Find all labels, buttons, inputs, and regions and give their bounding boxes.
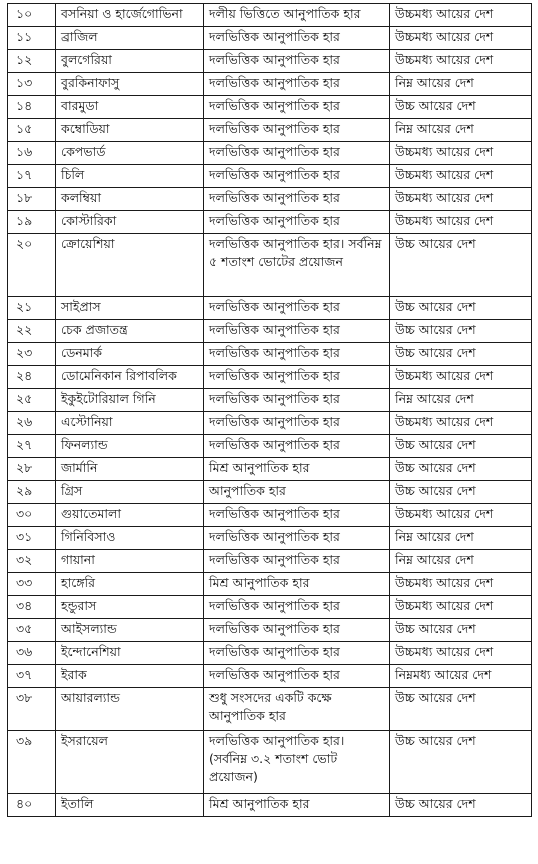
row-number: ২৯	[8, 481, 56, 504]
table-row	[8, 527, 532, 550]
income-group: নিম্ন আয়ের দেশ	[390, 550, 532, 573]
electoral-system: দলভিত্তিক আনুপাতিক হার	[204, 366, 390, 389]
electoral-system: দলভিত্তিক আনুপাতিক হার	[204, 596, 390, 619]
country-electoral-table	[7, 3, 532, 817]
electoral-system: দলভিত্তিক আনুপাতিক হার	[204, 297, 390, 320]
electoral-system: দলভিত্তিক আনুপাতিক হার	[204, 211, 390, 234]
table-row	[8, 297, 532, 320]
table-row	[8, 320, 532, 343]
table-row	[8, 73, 532, 96]
electoral-system: দলভিত্তিক আনুপাতিক হার	[204, 119, 390, 142]
electoral-system: দলভিত্তিক আনুপাতিক হার	[204, 343, 390, 366]
country-name: কলম্বিয়া	[56, 188, 204, 211]
table-row	[8, 435, 532, 458]
table-row	[8, 642, 532, 665]
row-number: ১৪	[8, 96, 56, 119]
electoral-system: দলভিত্তিক আনুপাতিক হার	[204, 504, 390, 527]
row-number: ৩১	[8, 527, 56, 550]
electoral-system: দলভিত্তিক আনুপাতিক হার	[204, 320, 390, 343]
table-row	[8, 481, 532, 504]
electoral-system: দলভিত্তিক আনুপাতিক হার	[204, 73, 390, 96]
row-number: ৩৯	[8, 731, 56, 794]
row-number: ১৭	[8, 165, 56, 188]
table-row	[8, 389, 532, 412]
country-name: ডেনমার্ক	[56, 343, 204, 366]
income-group: নিম্ন আয়ের দেশ	[390, 119, 532, 142]
table-row	[8, 731, 532, 794]
country-name: ইসরায়েল	[56, 731, 204, 794]
income-group: উচ্চ আয়ের দেশ	[390, 297, 532, 320]
table-row	[8, 50, 532, 73]
country-name: ইরাক	[56, 665, 204, 688]
table-row	[8, 412, 532, 435]
electoral-system: মিশ্র আনুপাতিক হার	[204, 573, 390, 596]
country-name: বুলগেরিয়া	[56, 50, 204, 73]
row-number: ৩২	[8, 550, 56, 573]
income-group: নিম্ন আয়ের দেশ	[390, 73, 532, 96]
table-row	[8, 142, 532, 165]
country-name: কোস্টারিকা	[56, 211, 204, 234]
country-name: গিনিবিসাও	[56, 527, 204, 550]
row-number: ২৬	[8, 412, 56, 435]
table-row	[8, 504, 532, 527]
income-group: উচ্চমধ্য আয়ের দেশ	[390, 27, 532, 50]
row-number: ২৫	[8, 389, 56, 412]
table-row	[8, 27, 532, 50]
country-name: বারমুডা	[56, 96, 204, 119]
country-name: বসনিয়া ও হার্জেগোভিনা	[56, 4, 204, 27]
row-number: ১০	[8, 4, 56, 27]
row-number: ২৪	[8, 366, 56, 389]
row-number: ১৮	[8, 188, 56, 211]
country-name: ইন্দোনেশিয়া	[56, 642, 204, 665]
table-row	[8, 619, 532, 642]
row-number: ৩৬	[8, 642, 56, 665]
income-group: উচ্চমধ্য আয়ের দেশ	[390, 642, 532, 665]
income-group: উচ্চ আয়ের দেশ	[390, 320, 532, 343]
income-group: উচ্চমধ্য আয়ের দেশ	[390, 596, 532, 619]
income-group: উচ্চমধ্য আয়ের দেশ	[390, 50, 532, 73]
table-row	[8, 688, 532, 731]
income-group: নিম্নমধ্য আয়ের দেশ	[390, 665, 532, 688]
country-name: ইতালি	[56, 794, 204, 817]
country-name: এস্টোনিয়া	[56, 412, 204, 435]
income-group: উচ্চ আয়ের দেশ	[390, 435, 532, 458]
row-number: ৩০	[8, 504, 56, 527]
row-number: ৩৮	[8, 688, 56, 731]
country-name: হন্ডুরাস	[56, 596, 204, 619]
income-group: উচ্চ আয়ের দেশ	[390, 731, 532, 794]
electoral-system: দলভিত্তিক আনুপাতিক হার। (সর্বনিম্ন ৩.২ শতাংশ ভোট প্রয়োজন)	[204, 731, 390, 794]
table-row	[8, 211, 532, 234]
income-group: উচ্চ আয়ের দেশ	[390, 234, 532, 297]
country-name: ফিনল্যান্ড	[56, 435, 204, 458]
electoral-system: শুধু সংসদের একটি কক্ষে আনুপাতিক হার	[204, 688, 390, 731]
electoral-system: দলভিত্তিক আনুপাতিক হার	[204, 188, 390, 211]
row-number: ৩৫	[8, 619, 56, 642]
row-number: ৪০	[8, 794, 56, 817]
country-name: ডোমেনিকান রিপাবলিক	[56, 366, 204, 389]
table-row	[8, 96, 532, 119]
income-group: উচ্চমধ্য আয়ের দেশ	[390, 366, 532, 389]
country-name: আয়ারল্যান্ড	[56, 688, 204, 731]
row-number: ১৯	[8, 211, 56, 234]
table-row	[8, 188, 532, 211]
income-group: উচ্চমধ্য আয়ের দেশ	[390, 504, 532, 527]
row-number: ৩৭	[8, 665, 56, 688]
income-group: উচ্চমধ্য আয়ের দেশ	[390, 165, 532, 188]
electoral-system: দলভিত্তিক আনুপাতিক হার	[204, 142, 390, 165]
electoral-system: দলভিত্তিক আনুপাতিক হার	[204, 619, 390, 642]
row-number: ১২	[8, 50, 56, 73]
electoral-system: দলীয় ভিত্তিতে আনুপাতিক হার	[204, 4, 390, 27]
electoral-system: দলভিত্তিক আনুপাতিক হার	[204, 642, 390, 665]
row-number: ২০	[8, 234, 56, 297]
table-row	[8, 4, 532, 27]
country-name: হাঙ্গেরি	[56, 573, 204, 596]
income-group: উচ্চ আয়ের দেশ	[390, 688, 532, 731]
table-row	[8, 165, 532, 188]
electoral-system: মিশ্র আনুপাতিক হার	[204, 458, 390, 481]
electoral-system: আনুপাতিক হার	[204, 481, 390, 504]
electoral-system: মিশ্র আনুপাতিক হার	[204, 794, 390, 817]
country-name: ইকুইটোরিয়াল গিনি	[56, 389, 204, 412]
income-group: নিম্ন আয়ের দেশ	[390, 389, 532, 412]
table-row	[8, 596, 532, 619]
country-name: সাইপ্রাস	[56, 297, 204, 320]
income-group: উচ্চমধ্য আয়ের দেশ	[390, 211, 532, 234]
table-row	[8, 119, 532, 142]
country-name: ক্রোয়েশিয়া	[56, 234, 204, 297]
row-number: ২৭	[8, 435, 56, 458]
income-group: উচ্চ আয়ের দেশ	[390, 481, 532, 504]
table-row	[8, 234, 532, 297]
income-group: উচ্চ আয়ের দেশ	[390, 96, 532, 119]
country-name: কেপভার্ড	[56, 142, 204, 165]
country-name: ব্রাজিল	[56, 27, 204, 50]
table-body	[8, 4, 532, 817]
country-name: জার্মানি	[56, 458, 204, 481]
country-name: গায়ানা	[56, 550, 204, 573]
electoral-system: দলভিত্তিক আনুপাতিক হার	[204, 165, 390, 188]
table-row	[8, 794, 532, 817]
row-number: ১১	[8, 27, 56, 50]
table-row	[8, 343, 532, 366]
electoral-system: দলভিত্তিক আনুপাতিক হার	[204, 435, 390, 458]
row-number: ২২	[8, 320, 56, 343]
income-group: উচ্চ আয়ের দেশ	[390, 619, 532, 642]
row-number: ২৩	[8, 343, 56, 366]
country-name: বুরকিনাফাসু	[56, 73, 204, 96]
income-group: উচ্চমধ্য আয়ের দেশ	[390, 573, 532, 596]
electoral-system: দলভিত্তিক আনুপাতিক হার	[204, 96, 390, 119]
table-row	[8, 458, 532, 481]
electoral-system: দলভিত্তিক আনুপাতিক হার	[204, 665, 390, 688]
row-number: ১৫	[8, 119, 56, 142]
electoral-system: দলভিত্তিক আনুপাতিক হার	[204, 389, 390, 412]
income-group: উচ্চমধ্য আয়ের দেশ	[390, 188, 532, 211]
row-number: ৩৪	[8, 596, 56, 619]
country-name: কম্বোডিয়া	[56, 119, 204, 142]
electoral-system: দলভিত্তিক আনুপাতিক হার	[204, 550, 390, 573]
income-group: উচ্চ আয়ের দেশ	[390, 343, 532, 366]
income-group: উচ্চ আয়ের দেশ	[390, 458, 532, 481]
country-name: চেক প্রজাতন্ত্র	[56, 320, 204, 343]
electoral-system: দলভিত্তিক আনুপাতিক হার	[204, 27, 390, 50]
country-name: গ্রিস	[56, 481, 204, 504]
table-row	[8, 573, 532, 596]
income-group: নিম্ন আয়ের দেশ	[390, 527, 532, 550]
row-number: ৩৩	[8, 573, 56, 596]
electoral-system: দলভিত্তিক আনুপাতিক হার	[204, 412, 390, 435]
row-number: ২১	[8, 297, 56, 320]
country-name: চিলি	[56, 165, 204, 188]
income-group: উচ্চমধ্য আয়ের দেশ	[390, 142, 532, 165]
electoral-system: দলভিত্তিক আনুপাতিক হার	[204, 50, 390, 73]
table-row	[8, 366, 532, 389]
row-number: ২৮	[8, 458, 56, 481]
electoral-system: দলভিত্তিক আনুপাতিক হার। সর্বনিম্ন ৫ শতাংশ ভোটের প্রয়োজন	[204, 234, 390, 297]
row-number: ১৬	[8, 142, 56, 165]
row-number: ১৩	[8, 73, 56, 96]
table-row	[8, 665, 532, 688]
electoral-system: দলভিত্তিক আনুপাতিক হার	[204, 527, 390, 550]
table-row	[8, 550, 532, 573]
country-name: গুয়াতেমালা	[56, 504, 204, 527]
income-group: উচ্চ আয়ের দেশ	[390, 794, 532, 817]
country-name: আইসল্যান্ড	[56, 619, 204, 642]
income-group: উচ্চমধ্য আয়ের দেশ	[390, 412, 532, 435]
income-group: উচ্চমধ্য আয়ের দেশ	[390, 4, 532, 27]
